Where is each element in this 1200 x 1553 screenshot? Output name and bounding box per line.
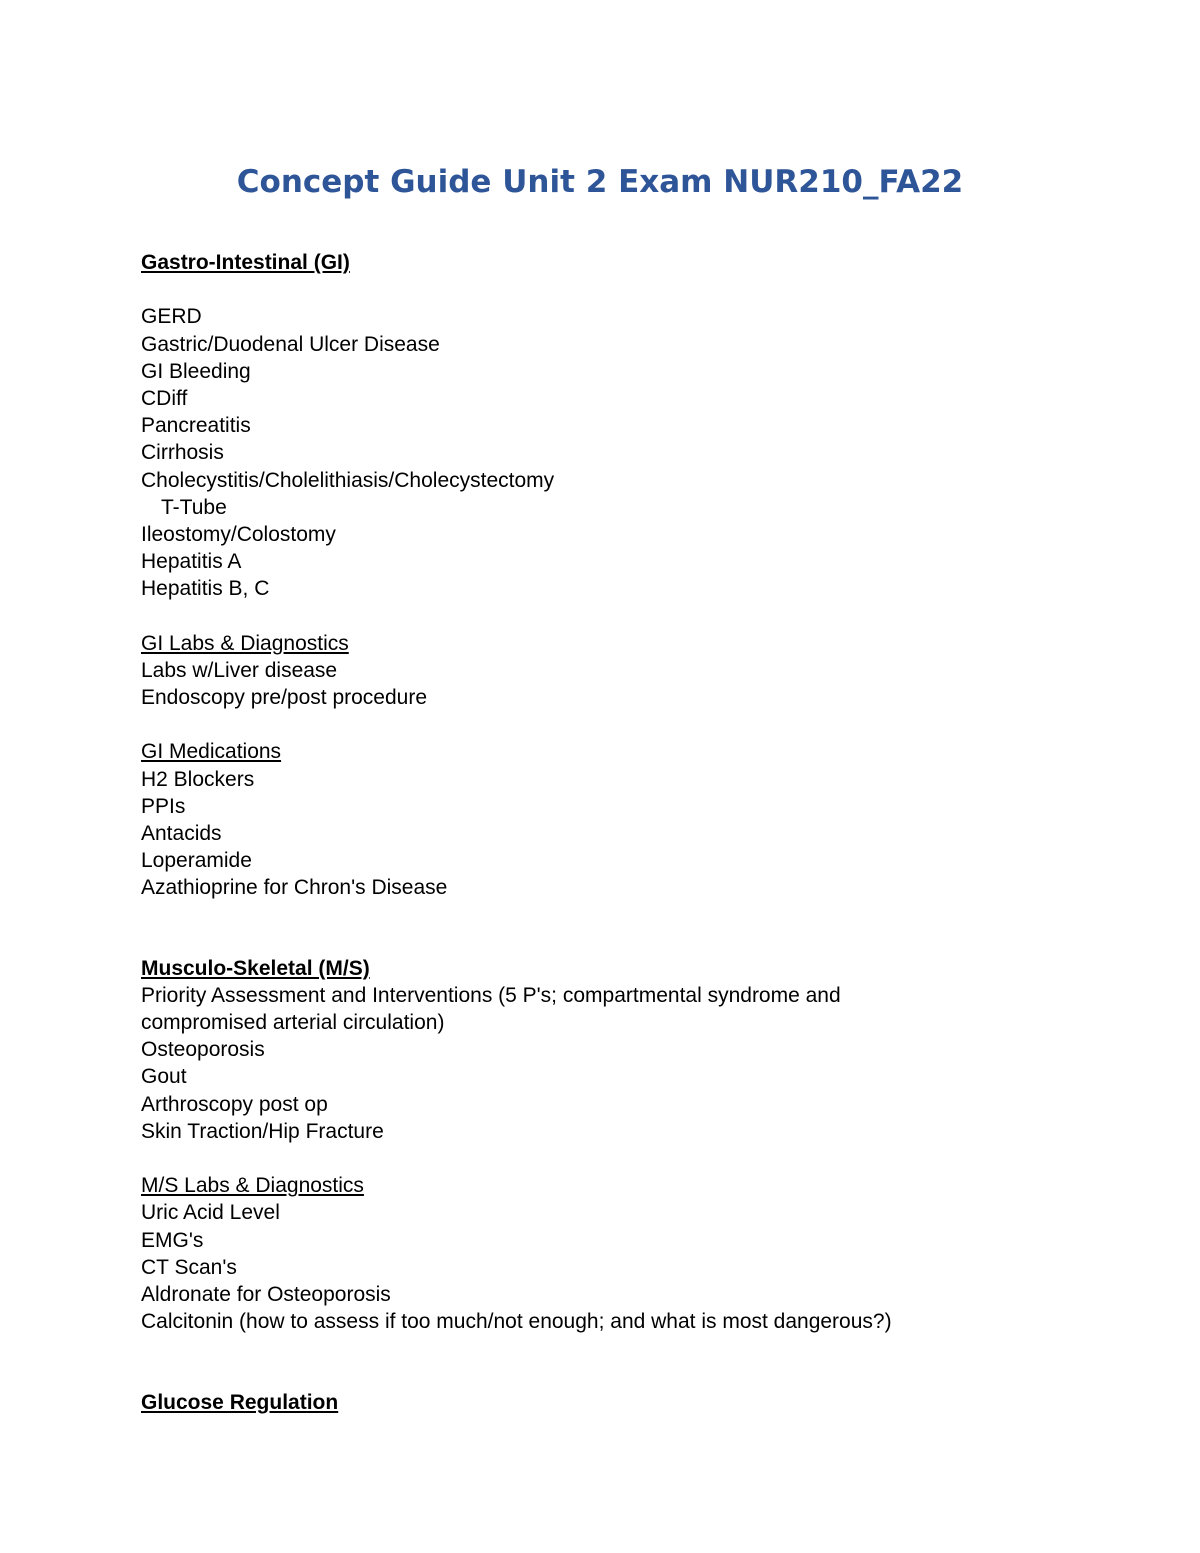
subheading-ms-labs: M/S Labs & Diagnostics: [141, 1174, 364, 1198]
spacer: [141, 276, 1041, 303]
gi-item: Pancreatitis: [141, 414, 251, 438]
subheading-gi-medications: GI Medications: [141, 740, 282, 764]
ms-lab-item: EMG's: [141, 1228, 204, 1252]
spacer: [141, 711, 1041, 738]
gi-item: Hepatitis A: [141, 550, 242, 574]
ms-lab-item: Uric Acid Level: [141, 1201, 280, 1225]
spacer: [141, 929, 1041, 955]
ms-item: Gout: [141, 1065, 187, 1089]
subheading-gi-labs: GI Labs & Diagnostics: [141, 631, 349, 655]
gi-medication-item: Loperamide: [141, 849, 252, 873]
ms-priority-item: Priority Assessment and Interventions (5 P's; compartmental syndrome and compromised arterial circulation): [141, 983, 841, 1035]
gi-item: Cirrhosis: [141, 441, 224, 465]
ms-lab-item: Aldronate for Osteoporosis: [141, 1282, 391, 1306]
ms-lab-item: Calcitonin (how to assess if too much/not enough; and what is most dangerous?): [141, 1310, 892, 1334]
ms-item: Skin Traction/Hip Fracture: [141, 1119, 384, 1143]
spacer: [141, 1145, 1041, 1172]
spacer: [141, 602, 1041, 629]
gi-lab-item: Endoscopy pre/post procedure: [141, 686, 428, 709]
gi-item: Hepatitis B, C: [141, 577, 270, 601]
gi-item: Ileostomy/Colostomy: [141, 522, 336, 546]
gi-item: Gastric/Duodenal Ulcer Disease: [141, 332, 440, 356]
ms-item: Arthroscopy post op: [141, 1092, 328, 1116]
section-heading-gi: Gastro-Intestinal (GI): [141, 251, 350, 274]
ms-item: Osteoporosis: [141, 1038, 265, 1062]
gi-item: GI Bleeding: [141, 359, 251, 383]
spacer: [141, 1335, 1041, 1362]
spacer: [141, 1363, 1041, 1389]
section-heading-ms: Musculo-Skeletal (M/S): [141, 956, 370, 980]
gi-medication-item: Azathioprine for Chron's Disease: [141, 876, 448, 900]
gi-item: Cholecystitis/Cholelithiasis/Cholecystectomy: [141, 468, 555, 492]
ms-lab-item: CT Scan's: [141, 1255, 237, 1279]
document-body: [141, 249, 1041, 1416]
gi-sub-item: T-Tube: [161, 495, 227, 519]
spacer: [141, 902, 1041, 929]
gi-item: CDiff: [141, 386, 188, 410]
section-heading-glucose: Glucose Regulation: [141, 1390, 339, 1414]
gi-medication-item: Antacids: [141, 821, 222, 845]
document-title: Concept Guide Unit 2 Exam NUR210_FA22: [236, 164, 964, 200]
gi-item: GERD: [141, 305, 202, 329]
gi-lab-item: Labs w/Liver disease: [141, 658, 338, 682]
gi-medication-item: PPIs: [141, 794, 186, 818]
gi-medication-item: H2 Blockers: [141, 767, 255, 791]
